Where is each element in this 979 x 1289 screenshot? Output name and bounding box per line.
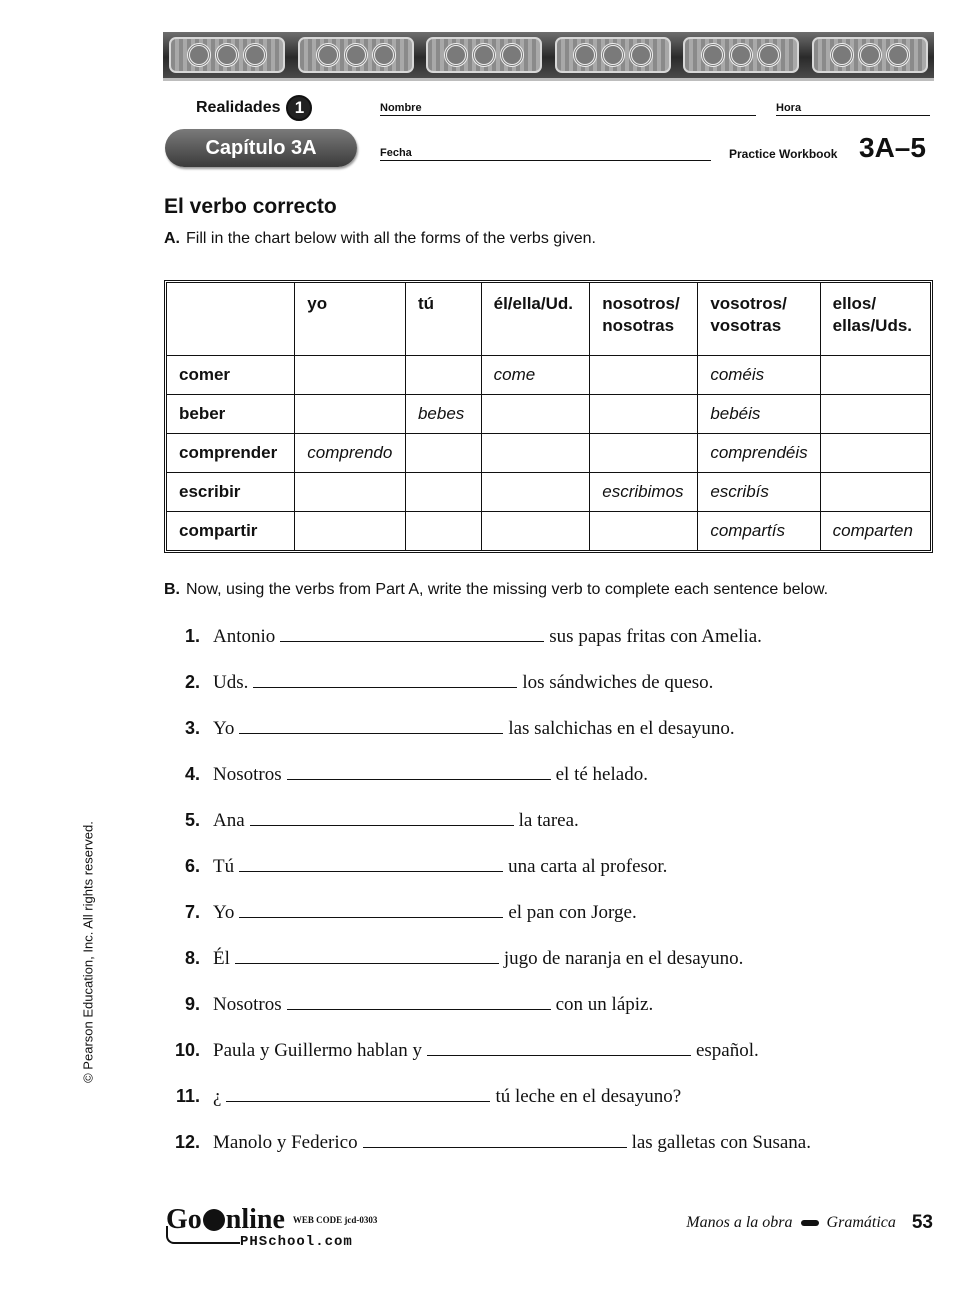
- answer-blank[interactable]: [226, 1087, 490, 1102]
- sentence-start: Yo: [213, 718, 235, 739]
- sentence-end: el pan con Jorge.: [508, 902, 637, 923]
- answer-blank[interactable]: [239, 719, 503, 734]
- answer-cell[interactable]: [590, 434, 698, 473]
- go-suffix: nline: [225, 1204, 285, 1235]
- answer-cell[interactable]: [406, 512, 482, 550]
- column-header: [167, 283, 295, 356]
- banner-tile: [683, 37, 799, 73]
- sentence-end: jugo de naranja en el desayuno.: [503, 948, 744, 969]
- sentence-end: el té helado.: [555, 764, 648, 785]
- answer-blank[interactable]: [287, 765, 551, 780]
- item-number: 1.: [184, 626, 200, 646]
- workbook-number: 3A–5: [859, 132, 926, 163]
- answer-cell[interactable]: come: [482, 356, 591, 395]
- separator-icon: [801, 1220, 819, 1226]
- item-number: 5.: [184, 810, 200, 830]
- answer-cell[interactable]: [482, 512, 591, 550]
- series-label: [196, 95, 312, 121]
- answer-blank[interactable]: [253, 673, 517, 688]
- list-item: [168, 672, 811, 718]
- list-item: [168, 810, 811, 856]
- answer-cell[interactable]: [590, 395, 698, 434]
- section-right: Gramática: [826, 1214, 896, 1231]
- list-item: [168, 994, 811, 1040]
- answer-blank[interactable]: [363, 1133, 627, 1148]
- column-header: ellos/ ellas/Uds.: [821, 283, 930, 356]
- sentence-end: tú leche en el desayuno?: [495, 1086, 682, 1107]
- table-header-row: [167, 283, 930, 356]
- workbook-label: Practice Workbook: [729, 147, 838, 161]
- answer-cell[interactable]: [821, 356, 930, 395]
- banner-tile: [169, 37, 285, 73]
- sentence-end: con un lápiz.: [555, 994, 654, 1015]
- sentence-start: Manolo y Federico: [213, 1132, 358, 1153]
- part-a-letter: A.: [164, 230, 180, 247]
- chapter-pill: Capítulo 3A: [165, 129, 357, 167]
- go-online-logo[interactable]: [166, 1204, 378, 1250]
- answer-cell[interactable]: [295, 473, 406, 512]
- verb-cell: comer: [167, 356, 295, 395]
- answer-cell[interactable]: [590, 512, 698, 550]
- answer-cell[interactable]: bebes: [406, 395, 482, 434]
- item-number: 6.: [184, 856, 200, 876]
- name-label: Nombre: [380, 102, 422, 114]
- item-number: 4.: [184, 764, 200, 784]
- answer-cell[interactable]: [821, 434, 930, 473]
- item-number: 12.: [174, 1132, 200, 1152]
- sentence-end: la tarea.: [518, 810, 579, 831]
- table-row: [167, 434, 930, 473]
- part-b-letter: B.: [164, 581, 180, 598]
- banner-tile: [426, 37, 542, 73]
- hour-field[interactable]: [776, 102, 930, 116]
- column-header: nosotros/ nosotras: [590, 283, 698, 356]
- answer-cell[interactable]: [482, 434, 591, 473]
- name-field[interactable]: [380, 102, 756, 116]
- verb-cell: compartir: [167, 512, 295, 550]
- table-row: [167, 356, 930, 395]
- part-b-text: Now, using the verbs from Part A, write the missing verb to complete each sentence below.: [186, 581, 829, 598]
- date-label: Fecha: [380, 147, 412, 159]
- page-title: El verbo correcto: [164, 195, 337, 218]
- verb-cell: comprender: [167, 434, 295, 473]
- answer-cell[interactable]: [406, 356, 482, 395]
- sentence-list: [168, 626, 811, 1178]
- answer-cell[interactable]: bebéis: [698, 395, 820, 434]
- item-number: 3.: [184, 718, 200, 738]
- answer-blank[interactable]: [287, 995, 551, 1010]
- sentence-start: Paula y Guillermo hablan y: [213, 1040, 422, 1061]
- table-row: [167, 473, 930, 512]
- answer-cell[interactable]: comprendo: [295, 434, 406, 473]
- answer-cell[interactable]: [295, 395, 406, 434]
- answer-cell[interactable]: [482, 473, 591, 512]
- sentence-end: las salchichas en el desayuno.: [508, 718, 735, 739]
- answer-cell[interactable]: [821, 473, 930, 512]
- answer-blank[interactable]: [250, 811, 514, 826]
- answer-blank[interactable]: [427, 1041, 691, 1056]
- sentence-end: una carta al profesor.: [508, 856, 668, 877]
- date-field[interactable]: [380, 147, 711, 161]
- footer-section: [686, 1212, 933, 1234]
- list-item: [168, 1086, 811, 1132]
- answer-blank[interactable]: [239, 857, 503, 872]
- part-a-instructions: [164, 230, 596, 248]
- page-number: 53: [911, 1212, 933, 1233]
- section-left: Manos a la obra: [686, 1214, 793, 1231]
- column-header: yo: [295, 283, 406, 356]
- list-item: [168, 1132, 811, 1178]
- sentence-start: Tú: [213, 856, 235, 877]
- sentence-end: los sándwiches de queso.: [522, 672, 714, 693]
- decorative-banner: [163, 32, 934, 78]
- table-row: [167, 395, 930, 434]
- site-link[interactable]: PHSchool.com: [240, 1234, 353, 1250]
- conjugation-table: [164, 280, 933, 553]
- copyright-notice: © Pearson Education, Inc. All rights reserved.: [80, 821, 96, 1083]
- banner-tile: [812, 37, 928, 73]
- column-header: él/ella/Ud.: [482, 283, 591, 356]
- answer-cell[interactable]: escribís: [698, 473, 820, 512]
- sentence-start: Yo: [213, 902, 235, 923]
- sentence-start: Él: [213, 948, 230, 969]
- verb-cell: beber: [167, 395, 295, 434]
- item-number: 8.: [184, 948, 200, 968]
- verb-cell: escribir: [167, 473, 295, 512]
- answer-cell[interactable]: compartís: [698, 512, 820, 550]
- series-name: Realidades: [196, 99, 281, 116]
- banner-tile: [555, 37, 671, 73]
- item-number: 7.: [184, 902, 200, 922]
- answer-cell[interactable]: [590, 356, 698, 395]
- answer-blank[interactable]: [235, 949, 499, 964]
- answer-cell[interactable]: comparten: [832, 521, 913, 540]
- sentence-start: Uds.: [213, 672, 249, 693]
- sentence-end: sus papas fritas con Amelia.: [549, 626, 762, 647]
- answer-cell[interactable]: [406, 473, 482, 512]
- answer-cell[interactable]: [295, 356, 406, 395]
- sentence-start: ¿: [213, 1086, 222, 1107]
- sentence-start: Nosotros: [213, 994, 282, 1015]
- list-item: [168, 856, 811, 902]
- list-item: [168, 902, 811, 948]
- sentence-start: Ana: [213, 810, 245, 831]
- hour-label: Hora: [776, 102, 802, 114]
- web-code: WEB CODE jcd-0303: [292, 1215, 378, 1225]
- part-b-instructions: [164, 581, 828, 599]
- list-item: [168, 1040, 811, 1086]
- level-badge: 1: [286, 95, 312, 121]
- item-number: 9.: [184, 994, 200, 1014]
- list-item: [168, 626, 811, 672]
- answer-cell[interactable]: [406, 434, 482, 473]
- item-number: 11.: [175, 1086, 200, 1106]
- item-number: 2.: [184, 672, 200, 692]
- banner-tile: [298, 37, 414, 73]
- sentence-start: Antonio: [213, 626, 276, 647]
- answer-blank[interactable]: [239, 903, 503, 918]
- answer-cell[interactable]: [821, 395, 930, 434]
- answer-cell[interactable]: [295, 512, 406, 550]
- answer-cell[interactable]: coméis: [698, 356, 820, 395]
- answer-blank[interactable]: [280, 627, 544, 642]
- go-prefix: Go: [166, 1204, 202, 1235]
- answer-cell[interactable]: [482, 395, 591, 434]
- list-item: [168, 718, 811, 764]
- answer-cell[interactable]: escribimos: [590, 473, 698, 512]
- sentence-end: español.: [695, 1040, 759, 1061]
- part-a-text: Fill in the chart below with all the forms of the verbs given.: [186, 230, 596, 247]
- sentence-start: Nosotros: [213, 764, 282, 785]
- list-item: [168, 948, 811, 994]
- list-item: [168, 764, 811, 810]
- logo-hook: [166, 1226, 240, 1244]
- item-number: 10.: [174, 1040, 200, 1060]
- answer-cell[interactable]: comprendéis: [698, 434, 820, 473]
- column-header: tú: [406, 283, 482, 356]
- sentence-end: las galletas con Susana.: [631, 1132, 811, 1153]
- column-header: vosotros/ vosotras: [698, 283, 820, 356]
- table-row: [167, 512, 930, 550]
